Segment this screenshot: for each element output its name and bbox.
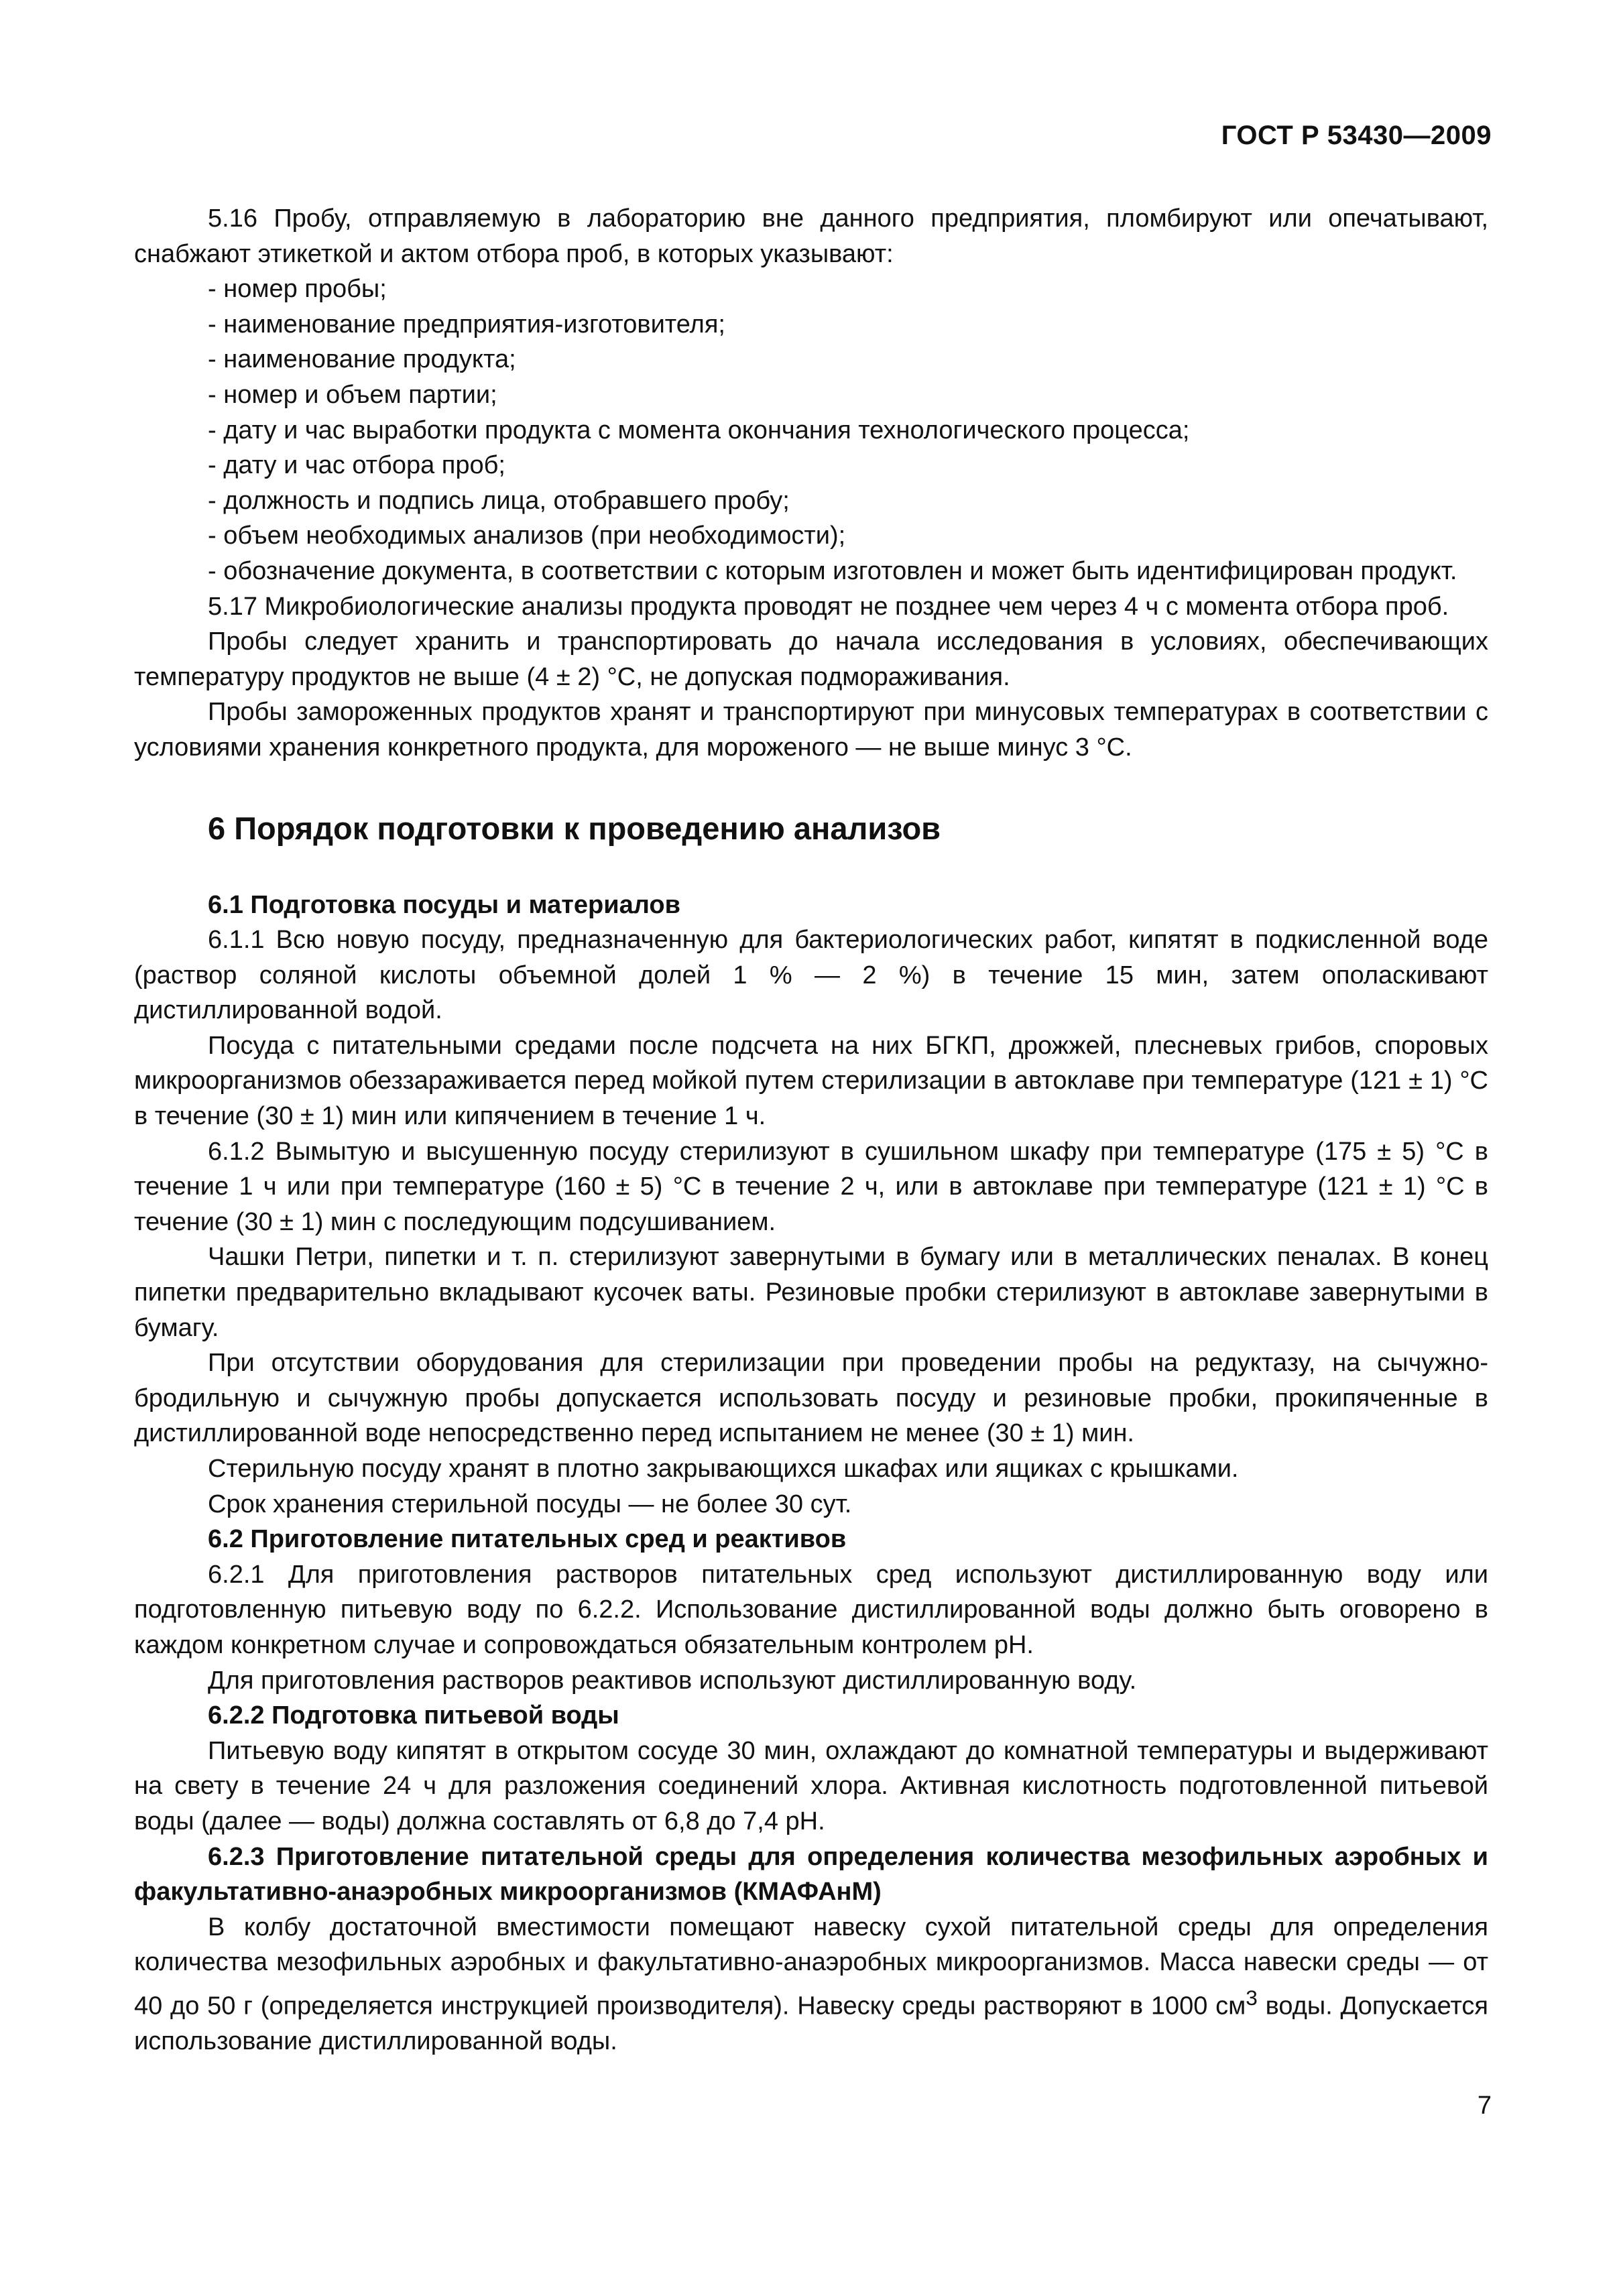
paragraph: Питьевую воду кипятят в открытом сосуде 30 мин, охлаждают до комнатной температуры и выдерживают на свету в течение 24 ч для разложения соединений хлора. Активная кислотность подготовленной питьевой воды (далее — воды) должна составлять от 6,8 до 7,4 рН.: [134, 1736, 1488, 1835]
list-item: - наименование продукта;: [208, 345, 516, 374]
list-item: - обозначение документа, в соответствии с которым изготовлен и может быть идентифицирован продукт.: [208, 556, 1457, 585]
paragraph: Стерильную посуду хранят в плотно закрывающихся шкафах или ящиках с крышками.: [208, 1455, 1239, 1483]
paragraph-5-16: 5.16 Пробу, отправляемую в лабораторию вне данного предприятия, пломбируют или опечатывают, снабжают этикеткой и актом отбора проб, в которых указывают:: [134, 204, 1488, 268]
list-item: - объем необходимых анализов (при необходимости);: [208, 522, 846, 550]
list-item: - номер пробы;: [208, 275, 387, 304]
page-number: 7: [1477, 2092, 1492, 2120]
paragraph: Пробы следует хранить и транспортировать до начала исследования в условиях, обеспечивающих температуру продуктов не выше (4 ± 2) °С, не допуская подмораживания.: [134, 627, 1488, 691]
paragraph: Чашки Петри, пипетки и т. п. стерилизуют завернутыми в бумагу или в металлических пеналах. В конец пипетки предварительно вкладывают кусочек ваты. Резиновые пробки стерилизуют в автоклаве завернутыми в бумагу.: [134, 1243, 1488, 1342]
paragraph-text: воды. Допускается использование дистиллированной воды.: [134, 1992, 1489, 2056]
paragraph-text: В колбу достаточной вместимости помещают навеску сухой питательной среды для определения количества мезофильных аэробных и факультативно-анаэробных микроорганизмов. Масса навески среды — от 40 до 50 г (определяется инструкцией производителя). Навеску среды растворяют в 1000 см: [134, 1913, 1488, 2020]
section-6-heading: 6 Порядок подготовки к проведению анализов: [208, 810, 941, 846]
superscript: 3: [1246, 1985, 1258, 2010]
document-code: ГОСТ Р 53430—2009: [1221, 121, 1492, 150]
subsection-6-1-heading: 6.1 Подготовка посуды и материалов: [208, 890, 680, 919]
paragraph: Срок хранения стерильной посуды — не более 30 сут.: [208, 1490, 852, 1518]
page-content: [134, 201, 1488, 2059]
list-item: - дату и час выработки продукта с момента окончания технологического процесса;: [208, 416, 1190, 444]
list-item: - номер и объем партии;: [208, 380, 497, 409]
paragraph-6-1-2: 6.1.2 Вымытую и высушенную посуду стерилизуют в сушильном шкафу при температуре (175 ± 5) °С в течение 1 ч или при температуре (160 ± 5) °С в течение 2 ч, или в автоклаве при температуре (121 ± 1) °С в течение (30 ± 1) мин с последующим подсушиванием.: [134, 1137, 1488, 1236]
paragraph: Для приготовления растворов реактивов используют дистиллированную воду.: [208, 1666, 1137, 1695]
subsection-6-2-3-heading: 6.2.3 Приготовление питательной среды для определения количества мезофильных аэробных и факультативно-анаэробных микроорганизмов (КМАФАнМ): [134, 1842, 1488, 1907]
paragraph: Посуда с питательными средами после подсчета на них БГКП, дрожжей, плесневых грибов, споровых микроорганизмов обеззараживается перед мойкой путем стерилизации в автоклаве при температуре (121 ± 1) °С в течение (30 ± 1) мин или кипячением в течение 1 ч.: [134, 1031, 1488, 1131]
subsection-6-2-2-heading: 6.2.2 Подготовка питьевой воды: [208, 1701, 619, 1730]
paragraph: [134, 1910, 1488, 2059]
subsection-6-2-heading: 6.2 Приготовление питательных сред и реактивов: [208, 1525, 847, 1554]
list-item: - должность и подпись лица, отобравшего пробу;: [208, 486, 790, 515]
list-item: - дату и час отбора проб;: [208, 451, 505, 480]
list-item: - наименование предприятия-изготовителя;: [208, 310, 725, 339]
paragraph: Пробы замороженных продуктов хранят и транспортируют при минусовых температурах в соответствии с условиями хранения конкретного продукта, для мороженого — не выше минус 3 °С.: [134, 698, 1488, 762]
paragraph-6-2-1: 6.2.1 Для приготовления растворов питательных сред используют дистиллированную воду или подготовленную питьевую воду по 6.2.2. Использование дистиллированной воды должно быть оговорено в каждом конкретном случае и сопровождаться обязательным контролем рН.: [134, 1560, 1488, 1659]
paragraph-6-1-1: 6.1.1 Всю новую посуду, предназначенную для бактериологических работ, кипятят в подкисленной воде (раствор соляной кислоты объемной долей 1 % — 2 %) в течение 15 мин, затем ополаскивают дистиллированной водой.: [134, 926, 1488, 1025]
paragraph: При отсутствии оборудования для стерилизации при проведении пробы на редуктазу, на сычужно-бродильную и сычужную пробы допускается использовать посуду и резиновые пробки, прокипяченные в дистиллированной воде непосредственно перед испытанием не менее (30 ± 1) мин.: [134, 1349, 1488, 1448]
paragraph-5-17: 5.17 Микробиологические анализы продукта проводят не позднее чем через 4 ч с момента отбора проб.: [208, 592, 1449, 621]
